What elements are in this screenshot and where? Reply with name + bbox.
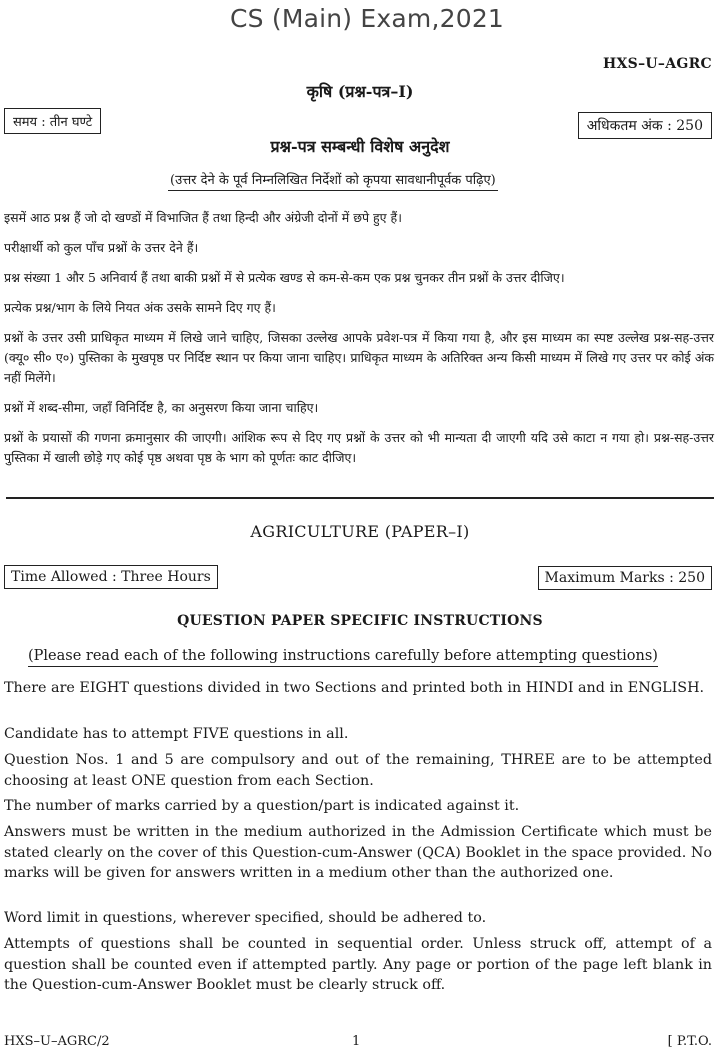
english-instructions-subheading: (Please read each of the following instructions carefully before attempting questions) [28,646,658,667]
english-instruction-6: Word limit in questions, wherever specified, should be adhered to. [4,910,487,926]
hindi-instruction-5: प्रश्नों के उत्तर उसी प्राधिकृत माध्यम में लिखे जाने चाहिए, जिसका उल्लेख आपके प्रवेश-पत्र में किया गया है, और इस माध्यम का स्पष्ट उल्लेख प्रश्न-सह-उत्तर (क्यू० सी० ए०) पुस्तिका के मुखपृष्ठ पर निर्दिष्ट स्थान पर किया जाना चाहिए। प्राधिकृत माध्यम के अतिरिक्त अन्य किसी माध्यम में लिखे गए उत्तर पर कोई अंक नहीं मिलेंगे। [4,330,714,385]
english-instruction-1: There are EIGHT questions divided in two Sections and printed both in HINDI and in ENGLISH. [4,680,705,696]
hindi-paper-title: कृषि (प्रश्न-पत्र–I) [306,82,414,101]
english-max-marks-box: Maximum Marks : 250 [538,566,712,590]
english-instructions-heading: QUESTION PAPER SPECIFIC INSTRUCTIONS [177,613,543,629]
hindi-instruction-1: इसमें आठ प्रश्न हैं जो दो खण्डों में विभाजित हैं तथा हिन्दी और अंग्रेजी दोनों में छपे हुए हैं। [4,210,402,225]
hindi-instruction-3: प्रश्न संख्या 1 और 5 अनिवार्य हैं तथा बाकी प्रश्नों में से प्रत्येक खण्ड से कम-से-कम एक प्रश्न चुनकर तीन प्रश्नों के उत्तर दीजिए। [4,270,565,285]
english-time-box: Time Allowed : Three Hours [4,565,218,589]
exam-banner: CS (Main) Exam,2021 [230,4,505,33]
footer-page-number: 1 [352,1034,361,1049]
section-divider [6,497,714,499]
hindi-instruction-2: परीक्षार्थी को कुल पाँच प्रश्नों के उत्तर देने हैं। [4,240,199,255]
english-instruction-2: Candidate has to attempt FIVE questions in all. [4,726,349,742]
english-instruction-5: Answers must be written in the medium authorized in the Admission Certificate which must be stated clearly on the cover of this Question-cum-Answer (QCA) Booklet in the space provided. No marks will be given for answers written in a medium other than the authorized one. [4,824,712,881]
hindi-time-box: समय : तीन घण्टे [4,108,101,134]
english-instruction-7: Attempts of questions shall be counted in sequential order. Unless struck off, attempt of a question shall be counted even if attempted partly. Any page or portion of the page left blank in the Question-cum-Answer Booklet must be clearly struck off. [4,936,712,993]
paper-code: HXS–U–AGRC [602,56,712,72]
english-paper-title: AGRICULTURE (PAPER–I) [250,522,470,541]
hindi-instruction-7: प्रश्नों के प्रयासों की गणना क्रमानुसार की जाएगी। आंशिक रूप से दिए गए प्रश्नों के उत्तर को भी मान्यता दी जाएगी यदि उसे काटा न गया हो। प्रश्न-सह-उत्तर पुस्तिका में खाली छोड़े गए कोई पृष्ठ अथवा पृष्ठ के भाग को पूर्णतः काट दीजिए। [4,430,714,465]
hindi-max-marks-box: अधिकतम अंक : 250 [578,112,712,139]
hindi-instructions-heading: प्रश्न-पत्र सम्बन्धी विशेष अनुदेश [270,137,450,156]
footer-pto: [ P.T.O. [667,1034,712,1049]
english-instruction-4: The number of marks carried by a question/part is indicated against it. [4,798,520,814]
english-instruction-3: Question Nos. 1 and 5 are compulsory and out of the remaining, THREE are to be attempted choosing at least ONE question from each Section. [4,752,712,789]
hindi-instruction-6: प्रश्नों में शब्द-सीमा, जहाँ विनिर्दिष्ट है, का अनुसरण किया जाना चाहिए। [4,400,319,415]
hindi-instructions-subheading: (उत्तर देने के पूर्व निम्नलिखित निर्देशों को कृपया सावधानीपूर्वक पढ़िए) [168,170,498,191]
footer-paper-code: HXS–U–AGRC/2 [4,1034,110,1049]
hindi-instruction-4: प्रत्येक प्रश्न/भाग के लिये नियत अंक उसके सामने दिए गए हैं। [4,300,276,315]
